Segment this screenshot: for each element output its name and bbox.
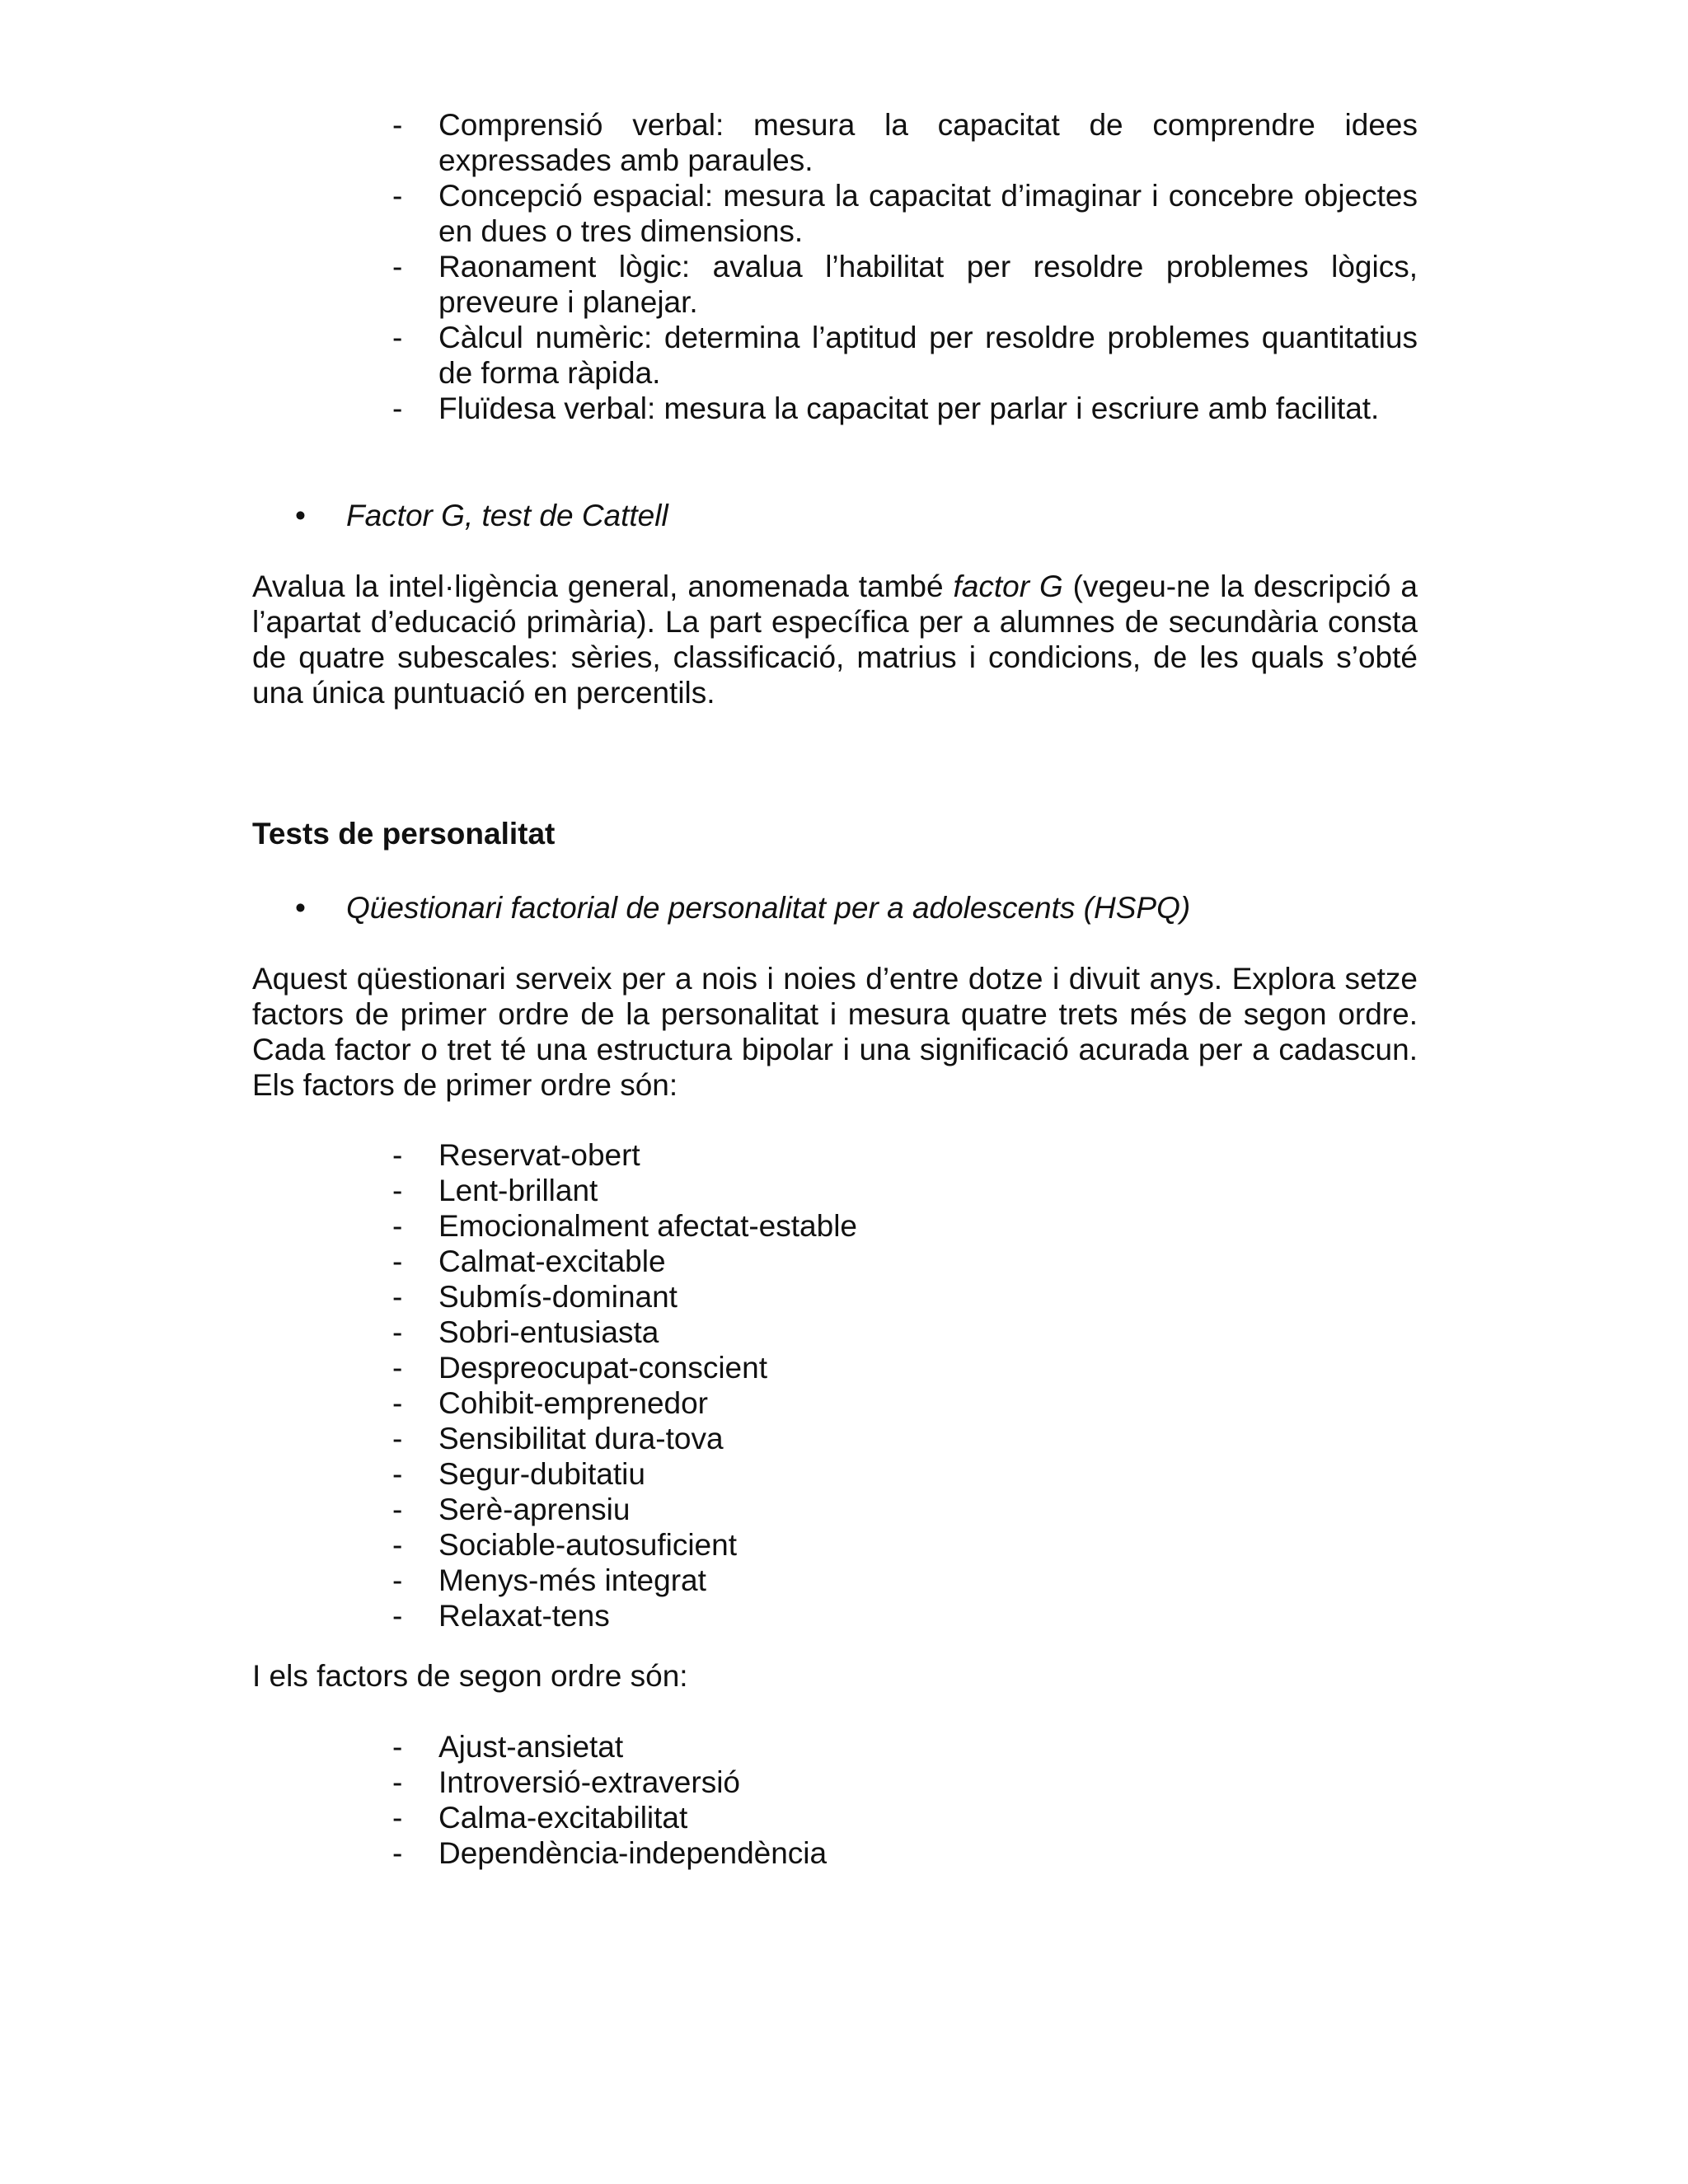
list-item-text: Càlcul numèric: determina l’aptitud per resoldre problemes quantitatius de forma ràpida. [438, 321, 1418, 390]
aptitude-list [387, 107, 1418, 426]
list-item-text: Concepció espacial: mesura la capacitat d’imaginar i concebre objectes en dues o tres dimensions. [438, 179, 1418, 248]
cattell-text-before: Avalua la intel·ligència general, anomenada també [252, 569, 954, 603]
dash-marker: - [392, 1209, 403, 1243]
list-item [387, 1315, 1418, 1350]
list-item-text: Lent-brillant [438, 1174, 598, 1207]
list-item [387, 1173, 1418, 1208]
dash-marker: - [392, 391, 403, 425]
list-item-text: Dependència-independència [438, 1836, 828, 1870]
dash-marker: - [392, 1493, 403, 1526]
list-item [387, 178, 1418, 249]
list-item-text: Reservat-obert [438, 1138, 640, 1172]
list-item-text: Serè-aprensiu [438, 1493, 631, 1526]
dash-marker: - [392, 1730, 403, 1764]
dash-marker: - [392, 1244, 403, 1278]
cattell-text-italic: factor G [953, 569, 1063, 603]
second-order-list [387, 1729, 1418, 1871]
dash-marker: - [392, 1528, 403, 1562]
list-item-text: Comprensió verbal: mesura la capacitat de comprendre idees expressades amb paraules. [438, 108, 1418, 177]
cattell-paragraph [252, 569, 1418, 710]
list-item [387, 1765, 1418, 1800]
list-item [387, 1456, 1418, 1492]
list-item-text: Relaxat-tens [438, 1599, 610, 1633]
list-item [387, 249, 1418, 320]
list-item-text: Sensibilitat dura-tova [438, 1422, 724, 1455]
list-item-text: Ajust-ansietat [438, 1730, 624, 1764]
dash-marker: - [392, 250, 403, 284]
list-item [387, 1729, 1418, 1765]
dash-marker: - [392, 1801, 403, 1835]
list-item [387, 1492, 1418, 1527]
dash-marker: - [392, 1457, 403, 1491]
list-item [387, 1208, 1418, 1244]
list-item-text: Calma-excitabilitat [438, 1801, 688, 1835]
list-item-text: Segur-dubitatiu [438, 1457, 645, 1491]
list-item [387, 320, 1418, 391]
second-order-intro: I els factors de segon ordre són: [252, 1659, 688, 1693]
list-item [387, 1527, 1418, 1563]
list-item [387, 1279, 1418, 1315]
list-item [387, 1350, 1418, 1385]
list-item [387, 1421, 1418, 1456]
list-item-text: Sobri-entusiasta [438, 1315, 659, 1349]
list-item-text: Emocionalment afectat-estable [438, 1209, 857, 1243]
dash-marker: - [392, 1563, 403, 1597]
list-item-text: Fluïdesa verbal: mesura la capacitat per parlar i escriure amb facilitat. [438, 391, 1380, 425]
cattell-bullet [295, 498, 668, 533]
dash-marker: - [392, 1765, 403, 1799]
list-item [387, 1385, 1418, 1421]
dash-marker: - [392, 321, 403, 354]
list-item-text: Menys-més integrat [438, 1563, 706, 1597]
list-item [387, 107, 1418, 178]
dash-marker: - [392, 179, 403, 213]
dash-marker: - [392, 1351, 403, 1385]
hspq-bullet [295, 890, 1190, 926]
bullet-marker: • [295, 499, 306, 532]
hspq-paragraph: Aquest qüestionari serveix per a nois i noies d’entre dotze i divuit anys. Explora setze factors de primer ordre de la personalitat i mesura quatre trets més de segon ordre. Cada factor o tret té una estructura bipolar i una significació acurada per a cadascun. Els factors de primer ordre són: [252, 962, 1418, 1102]
first-order-list [387, 1137, 1418, 1633]
list-item [387, 391, 1418, 426]
dash-marker: - [392, 1386, 403, 1420]
cattell-text-after: (vegeu-ne la descripció a l’apartat d’educació primària). La part específica per a alumnes de secundària consta de quatre subescales: sèries, classificació, matrius i condicions, de les quals s’obté una única puntuació en percentils. [252, 569, 1418, 710]
dash-marker: - [392, 108, 403, 142]
list-item-text: Despreocupat-conscient [438, 1351, 767, 1385]
list-item-text: Submís-dominant [438, 1280, 678, 1314]
dash-marker: - [392, 1174, 403, 1207]
dash-marker: - [392, 1315, 403, 1349]
hspq-title: Qüestionari factorial de personalitat per a adolescents (HSPQ) [346, 891, 1191, 925]
list-item [387, 1563, 1418, 1598]
list-item-text: Raonament lògic: avalua l’habilitat per resoldre problemes lògics, preveure i planejar. [438, 250, 1418, 319]
bullet-marker: • [295, 891, 306, 925]
section-heading: Tests de personalitat [252, 817, 556, 851]
list-item-text: Cohibit-emprenedor [438, 1386, 709, 1420]
dash-marker: - [392, 1836, 403, 1870]
dash-marker: - [392, 1138, 403, 1172]
list-item [387, 1598, 1418, 1633]
list-item-text: Calmat-excitable [438, 1244, 666, 1278]
dash-marker: - [392, 1422, 403, 1455]
list-item-text: Introversió-extraversió [438, 1765, 741, 1799]
dash-marker: - [392, 1599, 403, 1633]
list-item-text: Sociable-autosuficient [438, 1528, 737, 1562]
list-item [387, 1800, 1418, 1835]
dash-marker: - [392, 1280, 403, 1314]
list-item [387, 1137, 1418, 1173]
cattell-title: Factor G, test de Cattell [346, 499, 668, 532]
list-item [387, 1835, 1418, 1871]
list-item [387, 1244, 1418, 1279]
